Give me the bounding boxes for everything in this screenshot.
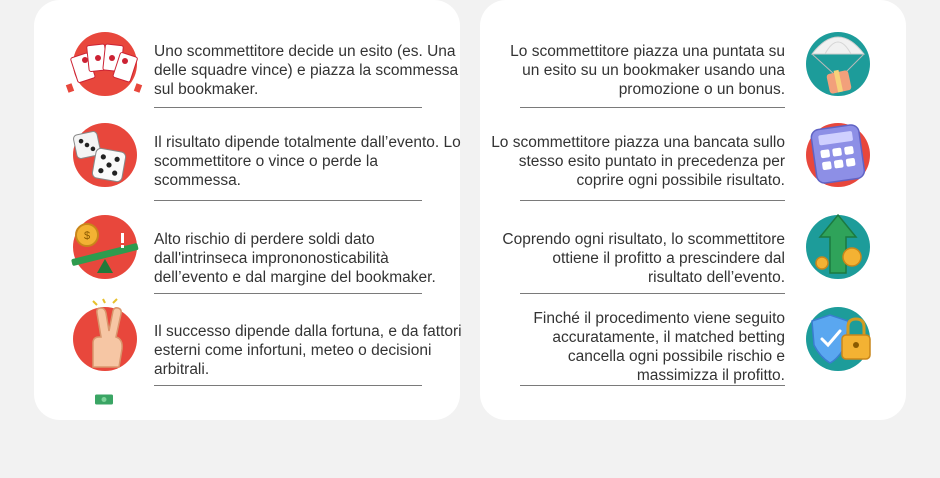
item-text: Alto rischio di perdere soldi dato dall'intrinseca imprononosticabilità dell’evento e dal margine del bookmaker. [154, 231, 436, 286]
item-text: Lo scommettitore piazza una bancata sullo stesso esito puntato in precedenza per coprire ogni possibile risultato. [491, 134, 785, 189]
item-text: Lo scommettitore piazza una puntata su un esito su un bookmaker usando una promozione o un bonus. [510, 43, 785, 98]
item-text: Coprendo ogni risultato, lo scommettitore ottiene il profitto a prescindere dal risultato dell’evento. [502, 231, 785, 286]
list-item [34, 388, 460, 478]
divider [154, 293, 422, 294]
item-text: Finché il procedimento viene seguito accuratamente, il matched betting cancella ogni possibile rischio e massimizza il profitto. [533, 310, 785, 384]
list-item [480, 297, 906, 387]
item-text: Il successo dipende dalla fortuna, e da fattori esterni come infortuni, meteo o decisioni arbitrali. [154, 323, 462, 378]
divider [520, 200, 785, 201]
divider [520, 107, 785, 108]
list-item [480, 22, 906, 112]
divider [520, 385, 785, 386]
shield-lock-icon [806, 307, 870, 371]
item-text: Uno scommettitore decide un esito (es. Una delle squadre vince) e piazza la scommessa sul bookmaker. [154, 43, 459, 98]
divider [154, 200, 422, 201]
calculator-icon [806, 123, 870, 187]
growth-arrow-coins-icon [806, 215, 870, 279]
list-item [34, 297, 460, 387]
divider [154, 385, 422, 386]
list-item [480, 113, 906, 203]
list-item [34, 22, 460, 112]
traditional-betting-card [34, 0, 460, 420]
seesaw-coin-icon [73, 215, 137, 279]
divider [154, 107, 422, 108]
list-item [480, 205, 906, 295]
playing-cards-icon [73, 32, 137, 96]
dice-icon [73, 123, 137, 187]
svg-text:$: $ [83, 230, 91, 242]
list-item [34, 205, 460, 295]
parachute-gift-icon [806, 32, 870, 96]
list-item [34, 113, 460, 203]
item-text: Il risultato dipende totalmente dall’evento. Lo scommettitore o vince o perde la scommessa. [154, 134, 461, 189]
crossed-fingers-icon [73, 307, 137, 371]
money-icon [86, 392, 122, 412]
matched-betting-card [480, 0, 906, 420]
divider [520, 293, 785, 294]
